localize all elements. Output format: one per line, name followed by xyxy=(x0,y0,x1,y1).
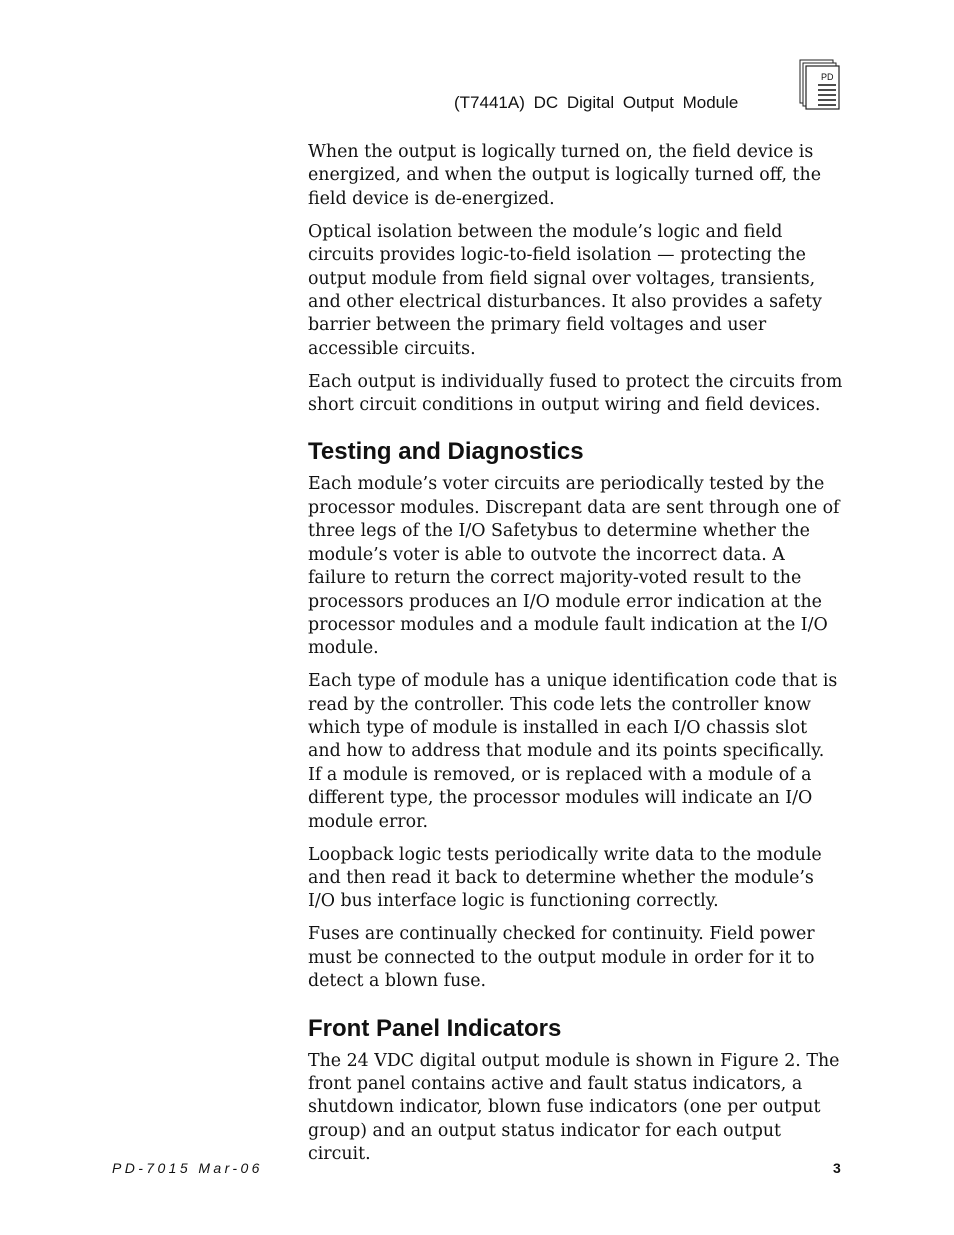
paragraph-identification-code: Each type of module has a unique identification code that is read by the controller. This code lets the controller know which type of module is installed in each I/O chassis slot and how to address that module and its points specifically. If a module is removed, or is replaced with a module of a different type, the processor modules will indicate an I/O module error. xyxy=(308,671,838,832)
body-content xyxy=(308,141,843,1176)
paragraph-fused-outputs: Each output is individually fused to protect the circuits from short circuit conditions in output wiring and field devices. xyxy=(308,371,843,416)
heading-front-panel-indicators: Front Panel Indicators xyxy=(308,1014,562,1042)
paragraph-fuse-checks: Fuses are continually checked for continuity. Field power must be connected to the output module in order for it to detect a blown fuse. xyxy=(308,924,815,992)
footer-doc-id: PD-7015 Mar-06 xyxy=(112,1160,263,1176)
pd-document-stack-icon xyxy=(799,59,841,111)
paragraph-loopback-tests: Loopback logic tests periodically write data to the module and then read it back to determine whether the module’s I/O bus interface logic is functioning correctly. xyxy=(308,844,822,912)
paragraph-voter-circuits: Each module’s voter circuits are periodically tested by the processor modules. Discrepant data are sent through one of three legs of the I/O Safetybus to determine whether the module’s voter is able to outvote the incorrect data. A failure to return the correct majority-voted result to the processors produces an I/O module error indication at the processor modules and a module fault indication at the I/O module. xyxy=(308,474,840,659)
paragraph-front-panel: The 24 VDC digital output module is shown in Figure 2. The front panel contains active and fault status indicators, a shutdown indicator, blown fuse indicators (one per output group) and an output status indicator for each output circuit. xyxy=(308,1050,840,1165)
footer-page-number: 3 xyxy=(833,1160,841,1176)
running-header-title: (T7441A) DC Digital Output Module xyxy=(454,93,739,112)
paragraph-output-energizing: When the output is logically turned on, the field device is energized, and when the output is logically turned off, the field device is de-energized. xyxy=(308,142,822,209)
paragraph-optical-isolation: Optical isolation between the module’s logic and field circuits provides logic-to-field isolation — protecting the output module from field signal over voltages, transients, and other electrical disturbances. It also provides a safety barrier between the primary field voltages and user accessible circuits. xyxy=(308,221,822,359)
heading-testing-diagnostics: Testing and Diagnostics xyxy=(308,438,584,466)
pd-icon-label: PD xyxy=(821,72,834,82)
